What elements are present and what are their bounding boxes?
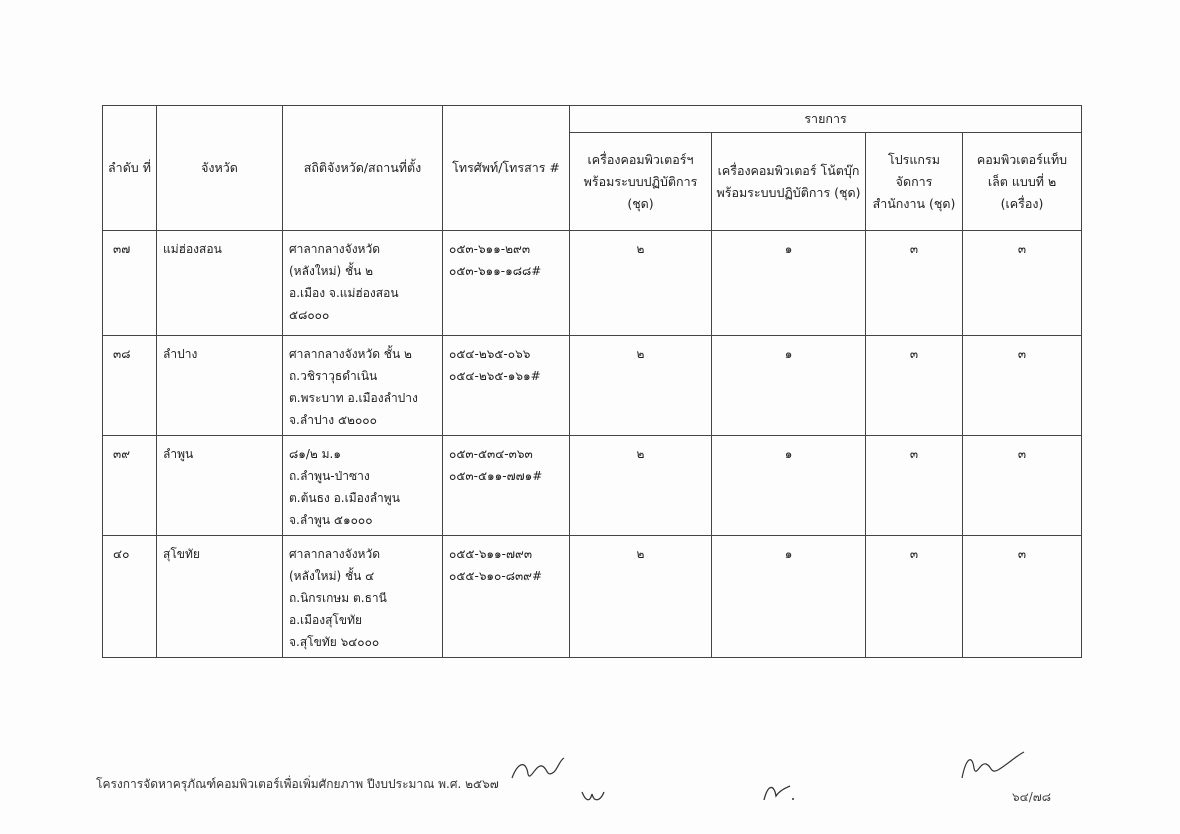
row-notebook-qty: ๑ xyxy=(712,336,866,436)
address-line: จ.สุโขทัย ๖๔๐๐๐ xyxy=(289,635,380,649)
address-line: ๘๑/๒ ม.๑ xyxy=(289,447,341,461)
row-notebook-qty: ๑ xyxy=(712,231,866,336)
row-province: แม่ฮ่องสอน xyxy=(157,231,283,336)
address-line: (หลังใหม่) ชั้น ๔ xyxy=(289,569,375,583)
header-tablet: คอมพิวเตอร์แท็บ เล็ต แบบที่ ๒ (เครื่อง) xyxy=(963,133,1082,231)
row-address xyxy=(283,436,443,536)
row-address xyxy=(283,536,443,658)
row-address xyxy=(283,231,443,336)
equipment-table xyxy=(102,105,1082,658)
address-line: อ.เมืองสุโขทัย xyxy=(289,613,363,627)
signature-2 xyxy=(762,780,796,804)
address-line: ถ.นิกรเกษม ต.ธานี xyxy=(289,591,387,605)
row-tablet-qty: ๓ xyxy=(963,436,1082,536)
address-line: ศาลากลางจังหวัด xyxy=(289,547,380,561)
row-tablet-qty: ๓ xyxy=(963,536,1082,658)
row-office-qty: ๓ xyxy=(866,536,963,658)
row-office-qty: ๓ xyxy=(866,231,963,336)
signature-3 xyxy=(956,748,1028,784)
address-line: ถ.วชิราวุธดำเนิน xyxy=(289,369,378,383)
row-phones xyxy=(443,231,570,336)
address-line: ๕๘๐๐๐ xyxy=(289,308,330,322)
row-desktop-qty: ๒ xyxy=(570,436,712,536)
row-no: ๓๗ xyxy=(103,231,157,336)
row-notebook-qty: ๑ xyxy=(712,436,866,536)
row-office-qty: ๓ xyxy=(866,336,963,436)
initials-mark xyxy=(580,788,608,804)
address-line: ศาลากลางจังหวัด xyxy=(289,242,380,256)
header-phone: โทรศัพท์/โทรสาร # xyxy=(443,106,570,231)
address-line: ต.พระบาท อ.เมืองลำปาง xyxy=(289,391,418,405)
row-province: ลำปาง xyxy=(157,336,283,436)
header-address: สถิติจังหวัด/สถานที่ตั้ง xyxy=(283,106,443,231)
phone-line: ๐๕๓-๕๑๑-๗๗๑# xyxy=(449,469,543,483)
table-row xyxy=(103,436,1082,536)
row-province: สุโขทัย xyxy=(157,536,283,658)
address-line: จ.ลำพูน ๕๑๐๐๐ xyxy=(289,513,373,527)
row-desktop-qty: ๒ xyxy=(570,536,712,658)
row-phones xyxy=(443,536,570,658)
header-notebook: เครื่องคอมพิวเตอร์ โน้ตบุ๊ก พร้อมระบบปฏิบัติการ (ชุด) xyxy=(712,133,866,231)
row-tablet-qty: ๓ xyxy=(963,231,1082,336)
header-province: จังหวัด xyxy=(157,106,283,231)
phone-line: ๐๕๔-๒๖๕-๐๖๖ xyxy=(449,347,531,361)
row-no: ๓๙ xyxy=(103,436,157,536)
address-line: ถ.ลำพูน-ป่าซาง xyxy=(289,469,370,483)
table-row xyxy=(103,231,1082,336)
header-desktop: เครื่องคอมพิวเตอร์ฯ พร้อมระบบปฏิบัติการ (ชุด) xyxy=(570,133,712,231)
row-desktop-qty: ๒ xyxy=(570,336,712,436)
phone-line: ๐๕๕-๖๑๑-๗๙๓ xyxy=(449,547,533,561)
footer-project-title: โครงการจัดหาครุภัณฑ์คอมพิวเตอร์เพื่อเพิ่มศักยภาพ ปีงบประมาณ พ.ศ. ๒๕๖๗ xyxy=(96,777,499,791)
row-desktop-qty: ๒ xyxy=(570,231,712,336)
address-line: อ.เมือง จ.แม่ฮ่องสอน xyxy=(289,286,399,300)
address-line: จ.ลำปาง ๕๒๐๐๐ xyxy=(289,413,377,427)
phone-line: ๐๕๔-๒๖๕-๑๖๑# xyxy=(449,369,541,383)
table-row xyxy=(103,336,1082,436)
header-office-software: โปรแกรมจัดการ สำนักงาน (ชุด) xyxy=(866,133,963,231)
phone-line: ๐๕๓-๖๑๑-๑๘๘# xyxy=(449,264,542,278)
row-tablet-qty: ๓ xyxy=(963,336,1082,436)
address-line: ต.ต้นธง อ.เมืองลำพูน xyxy=(289,491,400,505)
address-line: ศาลากลางจังหวัด ชั้น ๒ xyxy=(289,347,412,361)
table-row xyxy=(103,536,1082,658)
row-no: ๓๘ xyxy=(103,336,157,436)
header-items-group: รายการ xyxy=(570,106,1082,133)
row-phones xyxy=(443,336,570,436)
address-line: (หลังใหม่) ชั้น ๒ xyxy=(289,264,374,278)
signature-1 xyxy=(508,752,568,788)
row-no: ๔๐ xyxy=(103,536,157,658)
row-phones xyxy=(443,436,570,536)
phone-line: ๐๕๓-๖๑๑-๒๙๓ xyxy=(449,242,531,256)
row-province: ลำพูน xyxy=(157,436,283,536)
page-number: ๖๔/๗๘ xyxy=(1012,790,1052,804)
row-address xyxy=(283,336,443,436)
row-notebook-qty: ๑ xyxy=(712,536,866,658)
header-no: ลำดับ ที่ xyxy=(103,106,157,231)
row-office-qty: ๓ xyxy=(866,436,963,536)
phone-line: ๐๕๓-๕๓๔-๓๖๓ xyxy=(449,447,533,461)
phone-line: ๐๕๕-๖๑๐-๘๓๙# xyxy=(449,569,543,583)
